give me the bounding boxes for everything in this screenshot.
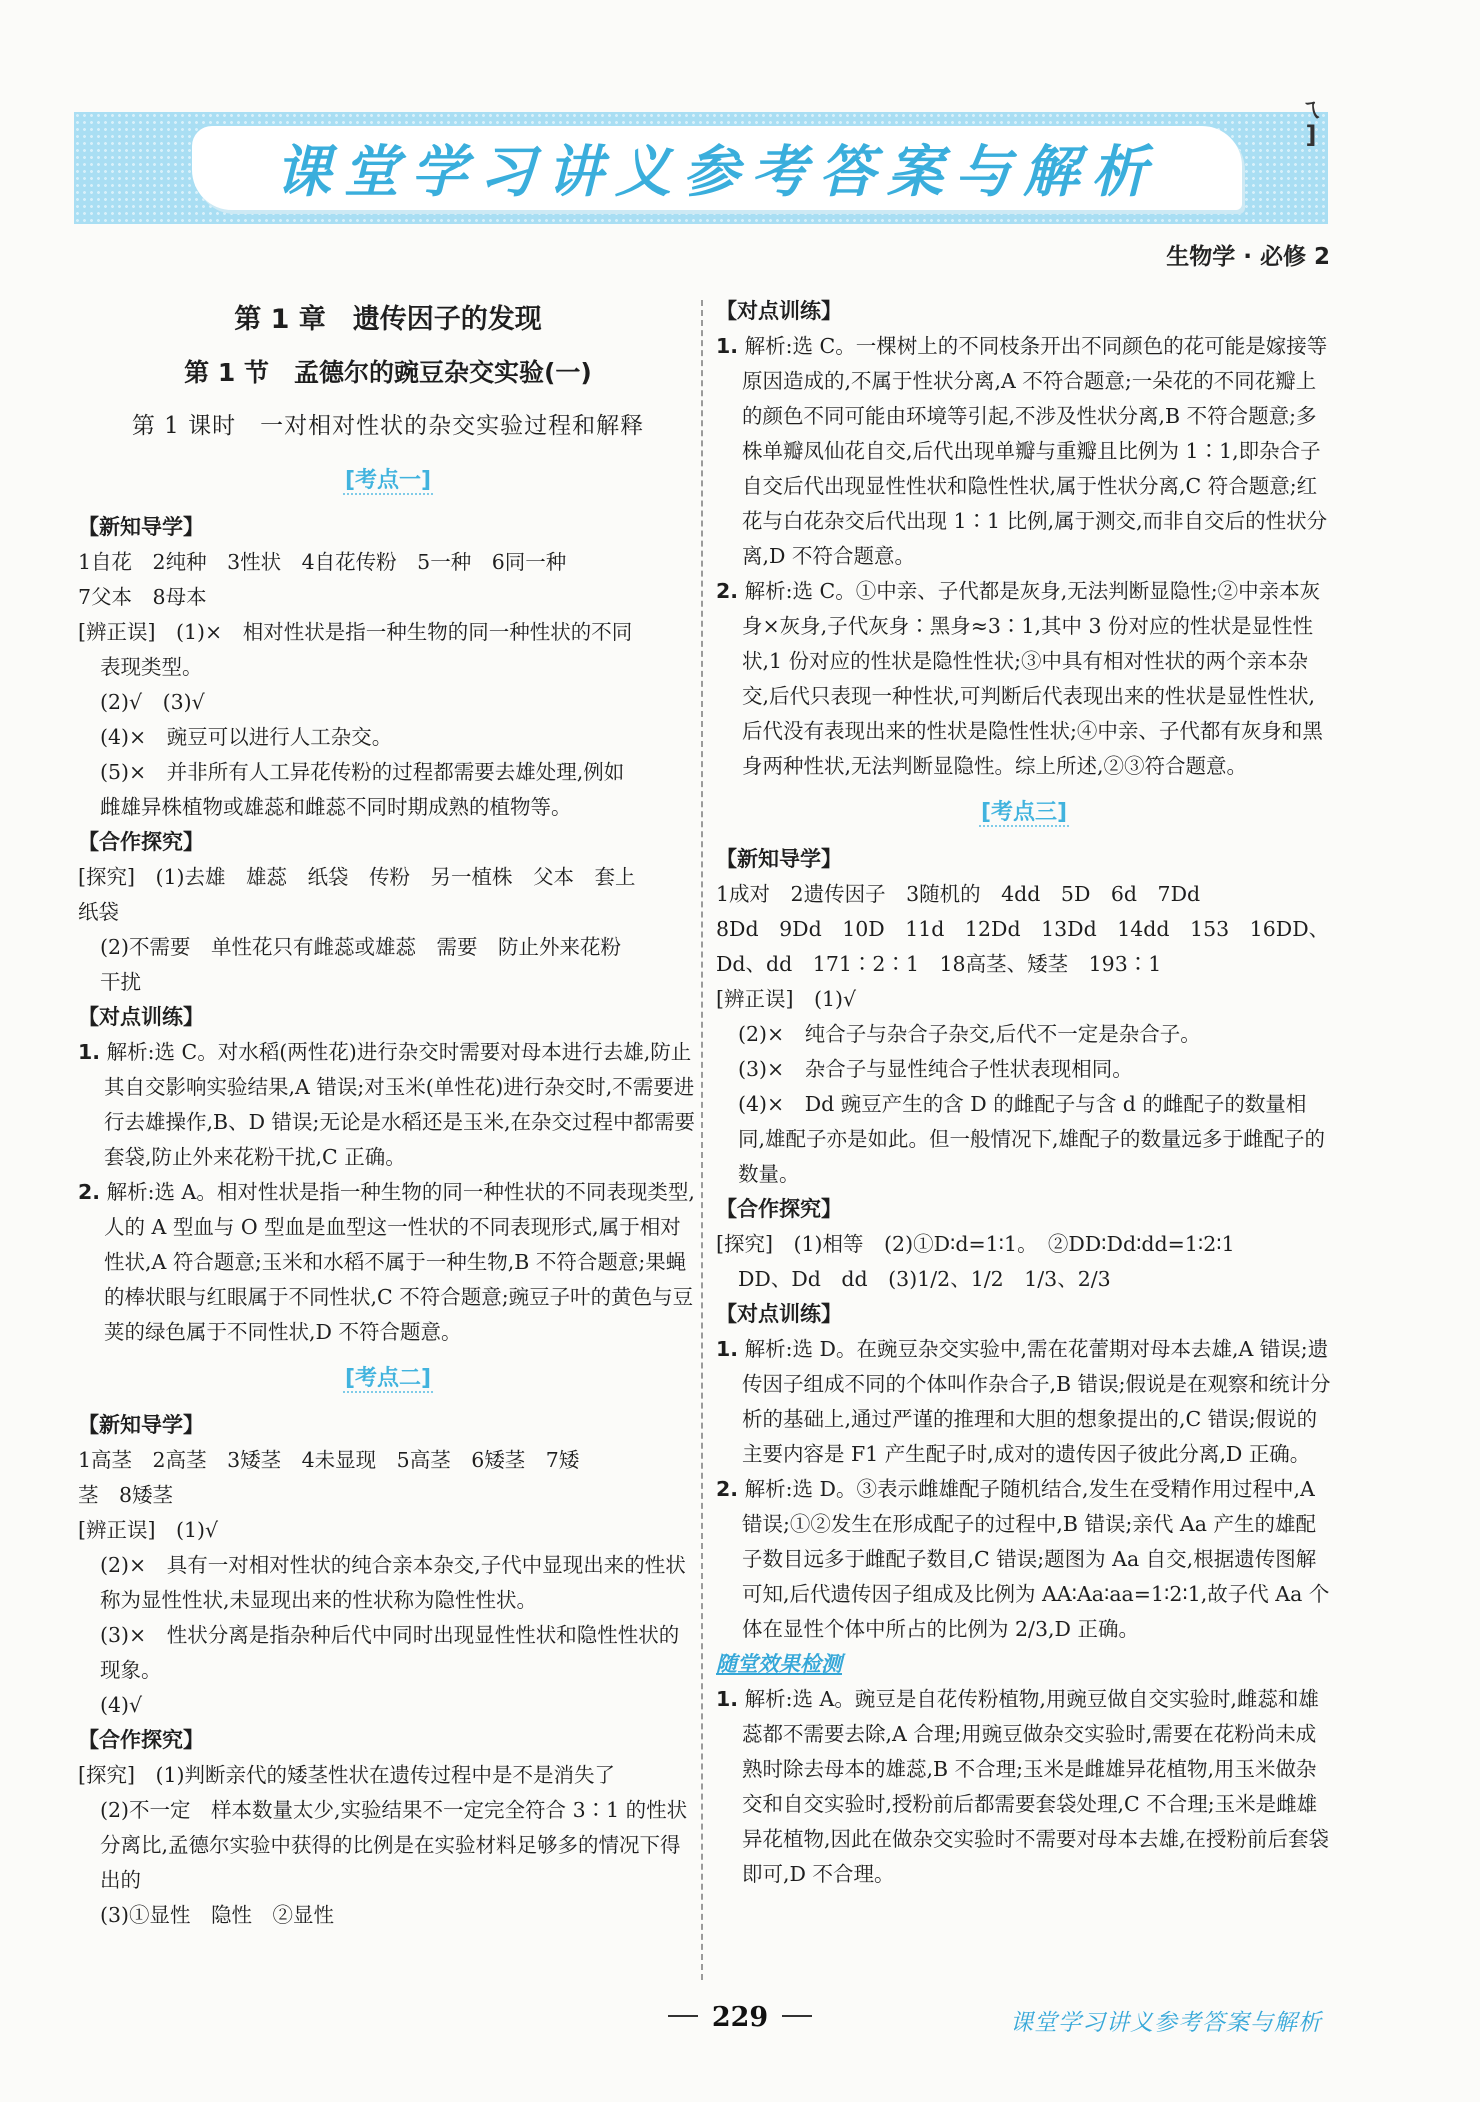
kp3-xinzhi-line3: Dd、dd 171∶2∶1 18高茎、矮茎 193∶1 [716, 952, 1162, 976]
item-text: 解析:选 D。③表示雌雄配子随机结合,发生在受精作用过程中,A 错误;①②发生在形成配子的过程中,B 错误;亲代 Aa 产生的雄配子数目远多于雌配子数目,C 错误;题图为 Aa 自交,根据遗传图解可知,后代遗传因子组成及比例为 AA∶Aa∶aa=1∶2∶1,故子代 Aa 个体在显性个体中所占的比例为 2/3,D 正确。 [742, 1477, 1330, 1641]
item-text: 解析:选 C。一棵树上的不同枝条开出不同颜色的花可能是嫁接等原因造成的,不属于性状分离,A 不符合题意;一朵花的不同花瓣上的颜色不同可能由环境等引起,不涉及性状分离,B 不符合题意;多株单瓣凤仙花自交,后代出现单瓣与重瓣且比例为 1∶1,即杂合子自交后代出现显性性状和隐性性状,属于性状分离,C 符合题意;红花与白花杂交后代出现 1∶1 比例,属于测交,而非自交后的性状分离,D 不符合题意。 [742, 334, 1328, 568]
kp1-hezuo-line1: [探究] (1)去雄 雄蕊 纸袋 传粉 另一植株 父本 套上 [78, 865, 636, 889]
item-number: 1. [716, 334, 739, 358]
kp3-xinzhi-line2: 8Dd 9Dd 10D 11d 12Dd 13Dd 14dd 153 16DD、 [716, 917, 1330, 941]
kp1-bianzheng-line5: (5)× 并非所有人工异花传粉的过程都需要去雄处理,例如 [100, 760, 625, 784]
item-text: 解析:选 C。对水稻(两性花)进行杂交时需要对母本进行去雄,防止其自交影响实验结果,A 错误;对玉米(单性花)进行杂交时,不需要进行去雄操作,B、D 错误;无论是水稻还是玉米,在杂交过程中都需要套袋,防止外来花粉干扰,C 正确。 [104, 1040, 695, 1169]
page-number: 229 [640, 2002, 840, 2033]
kp3-xinzhi-heading: 【新知导学】 [716, 847, 842, 871]
kp1-bianzheng-line2: 表现类型。 [100, 655, 203, 679]
kp2-xinzhi-line2: 茎 8矮茎 [78, 1483, 174, 1507]
kaodian-2-heading: [考点二] [344, 1366, 432, 1391]
kp1-hezuo-heading: 【合作探究】 [78, 830, 204, 854]
corner-mark [1296, 96, 1326, 156]
header-banner [74, 112, 1328, 224]
kp3-xinzhi-line1: 1成对 2遗传因子 3随机的 4dd 5D 6d 7Dd [716, 882, 1201, 906]
kp2-hezuo-line3: (3)①显性 隐性 ②显性 [100, 1903, 335, 1927]
kp1-hezuo-line4: 干扰 [100, 970, 141, 994]
item-number: 1. [716, 1687, 739, 1711]
kp2-bianzheng-line3: (3)× 性状分离是指杂种后代中同时出现显性性状和隐性性状的现象。 [100, 1623, 680, 1682]
corner-mark-text: ㄟ ] [1299, 95, 1323, 149]
kp2-bianzheng-line1: [辨正误] (1)√ [78, 1518, 219, 1542]
kp2-hezuo-line1: [探究] (1)判断亲代的矮茎性状在遗传过程中是不是消失了 [78, 1763, 616, 1787]
kp2-bianzheng-line4: (4)√ [100, 1693, 143, 1717]
left-column [78, 294, 698, 1933]
kp2-hezuo-line2: (2)不一定 样本数量太少,实验结果不一定完全符合 3∶1 的性状分离比,孟德尔实验中获得的比例是在实验材料足够多的情况下得出的 [100, 1798, 688, 1892]
suitang-item1 [716, 1682, 1332, 1892]
kp1-xinzhi-line2: 7父本 8母本 [78, 585, 207, 609]
item-number: 2. [716, 579, 739, 603]
kp2-bianzheng-line2: (2)× 具有一对相对性状的纯合亲本杂交,子代中显现出来的性状称为显性性状,未显现出来的性状称为隐性性状。 [100, 1553, 686, 1612]
item-number: 1. [716, 1337, 739, 1361]
kp1-duidian-item1 [78, 1035, 698, 1175]
kp1-duidian-heading: 【对点训练】 [78, 1005, 204, 1029]
lesson-title: 第 1 课时 一对相对性状的杂交实验过程和解释 [131, 413, 645, 439]
kp3-hezuo-heading: 【合作探究】 [716, 1197, 842, 1221]
column-divider [701, 300, 703, 1980]
r-duidian-item2 [716, 574, 1332, 784]
kp3-duidian-item2 [716, 1472, 1332, 1647]
banner-title-box [192, 126, 1242, 210]
chapter-title: 第 1 章 遗传因子的发现 [234, 304, 542, 335]
kp1-xinzhi-heading: 【新知导学】 [78, 515, 204, 539]
r-duidian-item1 [716, 329, 1332, 574]
kp1-bianzheng-line4: (4)× 豌豆可以进行人工杂交。 [100, 725, 393, 749]
kp1-duidian-item2 [78, 1175, 698, 1350]
item-text: 解析:选 A。豌豆是自花传粉植物,用豌豆做自交实验时,雌蕊和雄蕊都不需要去除,A 合理;用豌豆做杂交实验时,需要在花粉尚未成熟时除去母本的雄蕊,B 不合理;玉米是雌雄异花植物,用玉米做杂交和自交实验时,授粉前后都需要套袋处理,C 不合理;玉米是雌雄异花植物,因此在做杂交实验时不需要对母本去雄,在授粉前后套袋即可,D 不合理。 [742, 1687, 1330, 1886]
kp2-xinzhi-line1: 1高茎 2高茎 3矮茎 4未显现 5高茎 6矮茎 7矮 [78, 1448, 580, 1472]
kaodian-1-heading: [考点一] [344, 468, 432, 493]
kp3-bianzheng-line2: (2)× 纯合子与杂合子杂交,后代不一定是杂合子。 [738, 1022, 1201, 1046]
right-column [716, 294, 1332, 1892]
r-duidian-heading: 【对点训练】 [716, 299, 842, 323]
kp1-bianzheng-line1: [辨正误] (1)× 相对性状是指一种生物的同一种性状的不同 [78, 620, 633, 644]
kp1-bianzheng-line3: (2)√ (3)√ [100, 690, 205, 714]
kp1-xinzhi-line1: 1自花 2纯种 3性状 4自花传粉 5一种 6同一种 [78, 550, 567, 574]
item-text: 解析:选 A。相对性状是指一种生物的同一种性状的不同表现类型,人的 A 型血与 O 型血是血型这一性状的不同表现形式,属于相对性状,A 符合题意;玉米和水稻不属于一种生物,B 不符合题意;果蝇的棒状眼与红眼属于不同性状,C 不符合题意;豌豆子叶的黄色与豆荚的绿色属于不同性状,D 不符合题意。 [104, 1180, 695, 1344]
kp2-xinzhi-heading: 【新知导学】 [78, 1413, 204, 1437]
item-text: 解析:选 D。在豌豆杂交实验中,需在花蕾期对母本去雄,A 错误;遗传因子组成不同的个体叫作杂合子,B 错误;假说是在观察和统计分析的基础上,通过严谨的推理和大胆的想象提出的,C 错误;假说的主要内容是 F1 产生配子时,成对的遗传因子彼此分离,D 正确。 [742, 1337, 1331, 1466]
kp3-bianzheng-line3: (3)× 杂合子与显性纯合子性状表现相同。 [738, 1057, 1133, 1081]
subject-label: 生物学 · 必修 2 [1166, 244, 1330, 270]
kp3-hezuo-line1: [探究] (1)相等 (2)①D∶d=1∶1。 ②DD∶Dd∶dd=1∶2∶1 [716, 1232, 1235, 1256]
kp3-duidian-item1 [716, 1332, 1332, 1472]
footer-title: 课堂学习讲义参考答案与解析 [1010, 2010, 1322, 2036]
item-text: 解析:选 C。①中亲、子代都是灰身,无法判断显隐性;②中亲本灰身×灰身,子代灰身∶黑身≈3∶1,其中 3 份对应的性状是显性性状,1 份对应的性状是隐性性状;③中具有相对性状的两个亲本杂交,后代只表现一种性状,可判断后代表现出来的性状是显性性状,后代没有表现出来的性状是隐性性状;④中亲、子代都有灰身和黑身两种性状,无法判断显隐性。综上所述,②③符合题意。 [742, 579, 1323, 778]
kaodian-3-heading: [考点三] [980, 800, 1068, 825]
kp1-hezuo-line2: 纸袋 [78, 900, 119, 924]
suitang-heading: 随堂效果检测 [716, 1652, 842, 1676]
kp3-bianzheng-line1: [辨正误] (1)√ [716, 987, 857, 1011]
kp3-hezuo-line2: DD、Dd dd (3)1/2、1/2 1/3、2/3 [738, 1267, 1111, 1291]
item-number: 2. [78, 1180, 101, 1204]
kp3-duidian-heading: 【对点训练】 [716, 1302, 842, 1326]
item-number: 2. [716, 1477, 739, 1501]
kp1-hezuo-line3: (2)不需要 单性花只有雌蕊或雄蕊 需要 防止外来花粉 [100, 935, 622, 959]
kp1-bianzheng-line6: 雌雄异株植物或雄蕊和雌蕊不同时期成熟的植物等。 [100, 795, 572, 819]
section-title: 第 1 节 孟德尔的豌豆杂交实验(一) [184, 358, 592, 387]
item-number: 1. [78, 1040, 101, 1064]
banner-title: 课堂学习讲义参考答案与解析 [275, 140, 1159, 205]
kp3-bianzheng-line4: (4)× Dd 豌豆产生的含 D 的雌配子与含 d 的雌配子的数量相同,雄配子亦是如此。但一般情况下,雄配子的数量远多于雌配子的数量。 [738, 1092, 1326, 1186]
kp2-hezuo-heading: 【合作探究】 [78, 1728, 204, 1752]
